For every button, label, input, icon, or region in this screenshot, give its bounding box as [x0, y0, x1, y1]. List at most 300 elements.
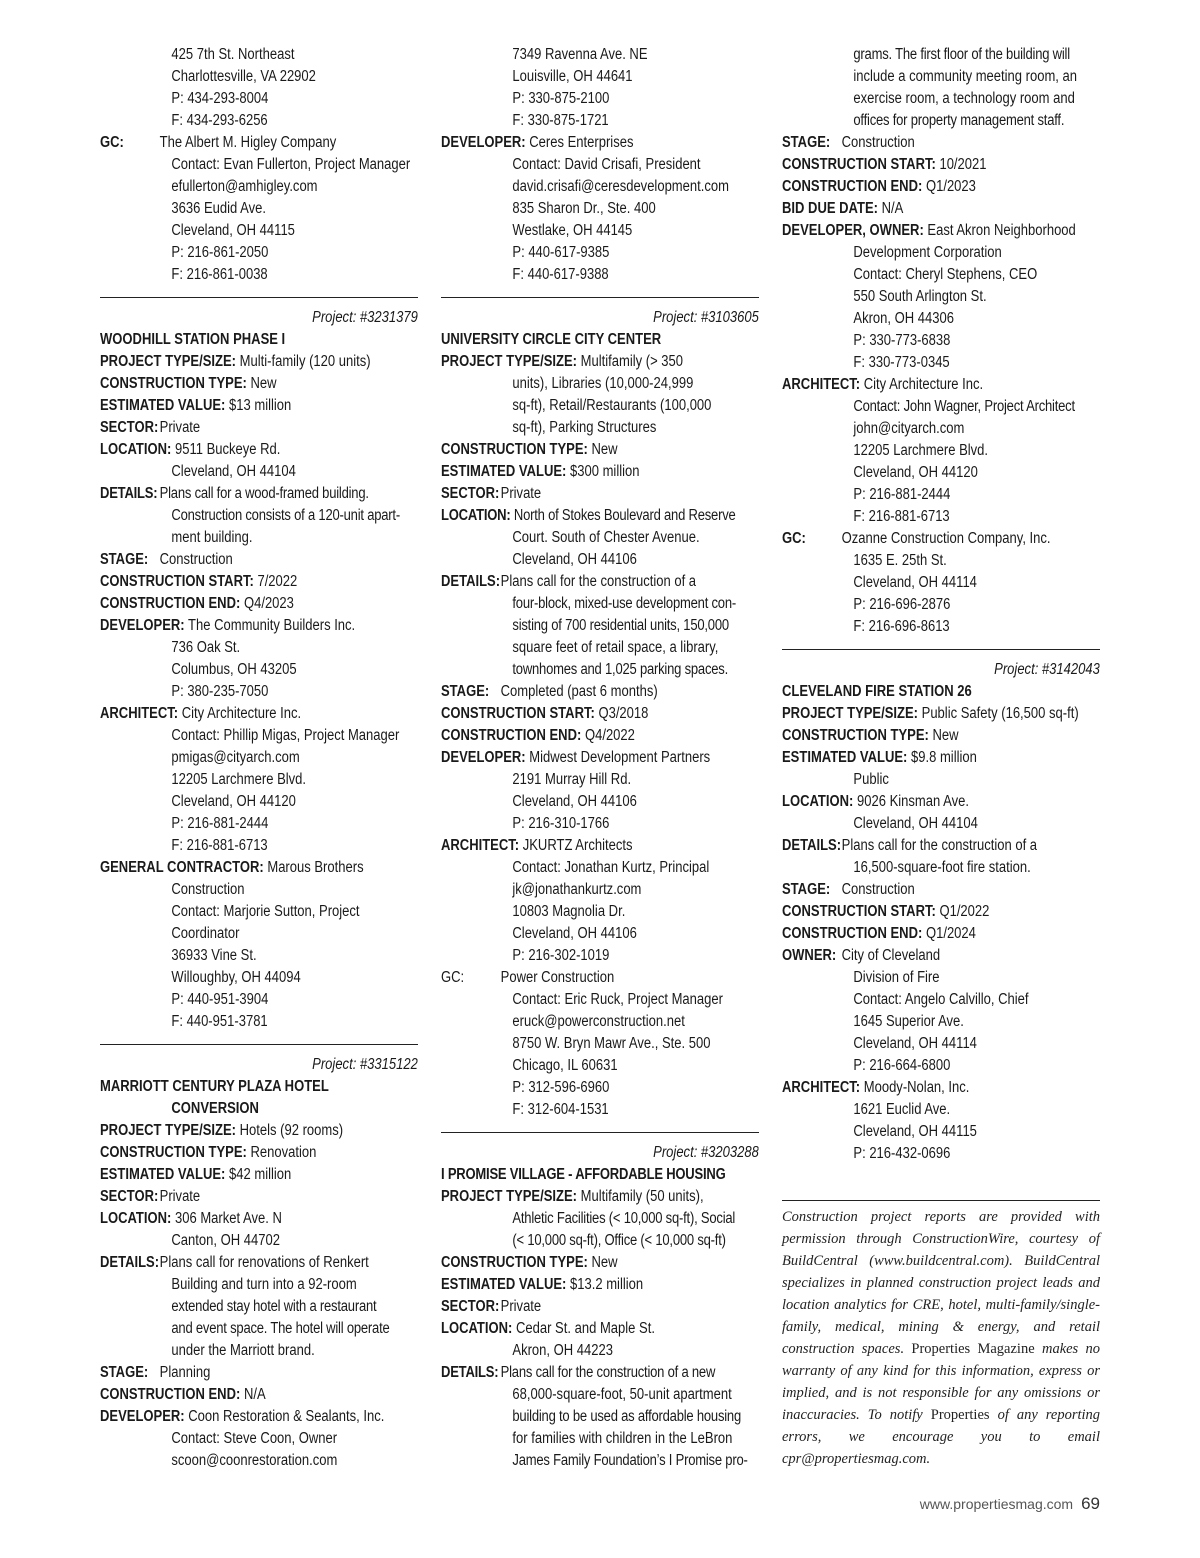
field-label: PROJECT TYPE/SIZE: — [441, 353, 578, 370]
sector-row — [441, 1296, 759, 1318]
column-3 — [782, 44, 1100, 1165]
phone: P: 216-664-6800 — [853, 1057, 951, 1074]
field-label: SECTOR: — [100, 1188, 159, 1205]
field-label: PROJECT TYPE/SIZE: — [782, 705, 919, 722]
bid-due-date-row — [782, 198, 1100, 220]
field-label: CONSTRUCTION END: — [100, 1386, 241, 1403]
details-text: Plans call for the construction of a new — [500, 1364, 716, 1381]
phone: P: 440-617-9385 — [512, 244, 610, 261]
field-label: CONSTRUCTION TYPE: — [100, 1144, 247, 1161]
field-label: DETAILS: — [100, 1254, 160, 1271]
construction-start-row — [100, 571, 418, 593]
construction-type-row — [100, 1142, 418, 1164]
field-value: East Akron Neighborhood — [927, 222, 1076, 239]
address-line: Akron, OH 44306 — [853, 310, 955, 327]
field-value: Private — [159, 1188, 201, 1205]
field-value: $300 million — [570, 463, 640, 480]
location-row — [782, 791, 1100, 813]
divider — [441, 1132, 759, 1133]
construction-type-row — [782, 725, 1100, 747]
field-value: Q1/2022 — [939, 903, 990, 920]
details-row — [100, 1252, 418, 1274]
field-value: 9511 Buckeye Rd. — [174, 441, 281, 458]
project-title: WOODHILL STATION PHASE I — [100, 331, 286, 348]
details-text: ment building. — [171, 529, 253, 546]
details-row — [782, 835, 1100, 857]
field-label: CONSTRUCTION TYPE: — [782, 727, 929, 744]
email: pmigas@cityarch.com — [171, 749, 300, 766]
details-text: under the Marriott brand. — [171, 1342, 315, 1359]
field-label: LOCATION: — [100, 1210, 172, 1227]
developer-owner-row — [782, 220, 1100, 242]
stage-row — [100, 1362, 418, 1384]
field-label: STAGE: — [100, 1364, 149, 1381]
location-row — [100, 439, 418, 461]
field-label: STAGE: — [441, 683, 490, 700]
details-text: Plans call for the construction of a — [500, 573, 697, 590]
gc-row — [100, 132, 418, 154]
disclaimer-part: Construction project reports are provided with permission through ConstructionWire, courtesy of BuildCentral (www.buildcentral.com). BuildCentral specializes in planned construction project leads and location analytics for CRE, hotel, multi-family/single-family, medical, mining & energy, and retail construction spaces. — [782, 1209, 1100, 1357]
field-label: OWNER: — [782, 947, 837, 964]
phone: P: 380-235-7050 — [171, 683, 269, 700]
address-line: Canton, OH 44702 — [171, 1232, 280, 1249]
field-value: 10/2021 — [939, 156, 987, 173]
field-label: PROJECT TYPE/SIZE: — [100, 1122, 237, 1139]
details-text: and event space. The hotel will operate — [171, 1320, 390, 1337]
gc-row — [782, 528, 1100, 550]
address-line: Cleveland, OH 44115 — [171, 222, 295, 239]
construction-end-row — [441, 725, 759, 747]
details-row — [441, 1362, 759, 1384]
address-line: Charlottesville, VA 22902 — [171, 68, 316, 85]
project-number: Project: #3315122 — [312, 1056, 418, 1073]
project-type-row — [100, 351, 418, 373]
address-line: 12205 Larchmere Blvd. — [171, 771, 307, 788]
fax: F: 330-773-0345 — [853, 354, 950, 371]
construction-start-row — [782, 901, 1100, 923]
address-line: Cleveland, OH 44106 — [512, 551, 637, 568]
field-value: units), Libraries (10,000-24,999 — [512, 375, 694, 392]
fax: F: 434-293-6256 — [171, 112, 268, 129]
field-value: N/A — [881, 200, 904, 217]
sector-row — [441, 483, 759, 505]
phone: P: 434-293-8004 — [171, 90, 269, 107]
field-value: Marous Brothers — [267, 859, 364, 876]
details-text: Building and turn into a 92-room — [171, 1276, 357, 1293]
field-label: ARCHITECT: — [441, 837, 520, 854]
architect-row — [100, 703, 418, 725]
field-label: CONSTRUCTION END: — [441, 727, 582, 744]
contact: Contact: Phillip Migas, Project Manager — [171, 727, 400, 744]
address-line: Columbus, OH 43205 — [171, 661, 297, 678]
divider — [100, 297, 418, 298]
construction-end-row — [100, 593, 418, 615]
email: scoon@coonrestoration.com — [171, 1452, 338, 1469]
email: jk@jonathankurtz.com — [512, 881, 642, 898]
divider — [100, 1044, 418, 1045]
field-label: STAGE: — [100, 551, 149, 568]
field-value: Construction — [841, 881, 915, 898]
field-value: Q1/2023 — [925, 178, 976, 195]
details-text: for families with children in the LeBron — [512, 1430, 733, 1447]
field-label: ESTIMATED VALUE: — [782, 749, 908, 766]
field-value: New — [591, 441, 618, 458]
field-label: DEVELOPER: — [441, 749, 526, 766]
field-value: City Architecture Inc. — [863, 376, 984, 393]
phone: P: 216-302-1019 — [512, 947, 610, 964]
construction-type-row — [100, 373, 418, 395]
contact: Contact: David Crisafi, President — [512, 156, 701, 173]
address-line: Willoughby, OH 44094 — [171, 969, 301, 986]
field-label: GC: — [441, 969, 465, 986]
company-line: Division of Fire — [853, 969, 940, 986]
field-label: STAGE: — [782, 881, 831, 898]
contact: Contact: Evan Fullerton, Project Manager — [171, 156, 411, 173]
field-value: New — [250, 375, 277, 392]
address-line: Louisville, OH 44641 — [512, 68, 633, 85]
developer-row — [441, 747, 759, 769]
project-type-row — [441, 1186, 759, 1208]
contact: Contact: Marjorie Sutton, Project — [171, 903, 360, 920]
field-value: Private — [500, 485, 542, 502]
field-label: LOCATION: — [782, 793, 854, 810]
field-label: DETAILS: — [441, 573, 501, 590]
magazine-name: Properties Magazine — [911, 1341, 1035, 1357]
email: efullerton@amhigley.com — [171, 178, 318, 195]
details-text: grams. The first floor of the building will — [853, 46, 1070, 63]
field-label: ESTIMATED VALUE: — [100, 1166, 226, 1183]
field-label: CONSTRUCTION START: — [100, 573, 254, 590]
phone: P: 216-861-2050 — [171, 244, 269, 261]
phone: P: 216-432-0696 — [853, 1145, 951, 1162]
address-line: Cleveland, OH 44114 — [853, 1035, 977, 1052]
field-value: (< 10,000 sq-ft), Office (< 10,000 sq-ft) — [512, 1232, 726, 1249]
field-value: New — [932, 727, 959, 744]
email: david.crisafi@ceresdevelopment.com — [512, 178, 729, 195]
gc-name: The Albert M. Higley Company — [159, 134, 337, 151]
field-label: STAGE: — [782, 134, 831, 151]
field-label: ESTIMATED VALUE: — [441, 463, 567, 480]
address-line: Cleveland, OH 44106 — [512, 925, 637, 942]
field-label: DETAILS: — [441, 1364, 499, 1381]
field-label: CONSTRUCTION END: — [100, 595, 241, 612]
address-line: Cleveland, OH 44115 — [853, 1123, 977, 1140]
fax: F: 330-875-1721 — [512, 112, 609, 129]
fax: F: 312-604-1531 — [512, 1101, 609, 1118]
fax: F: 216-881-6713 — [853, 508, 950, 525]
address-line: 550 South Arlington St. — [853, 288, 987, 305]
construction-type-row — [441, 439, 759, 461]
construction-end-row — [782, 923, 1100, 945]
field-label: CONSTRUCTION TYPE: — [441, 441, 588, 458]
field-value: $42 million — [229, 1166, 292, 1183]
field-label: CONSTRUCTION END: — [782, 178, 923, 195]
field-label: SECTOR: — [441, 485, 500, 502]
fax: F: 440-617-9388 — [512, 266, 609, 283]
field-value: 7/2022 — [257, 573, 298, 590]
field-value: Planning — [159, 1364, 211, 1381]
field-label: DEVELOPER: — [100, 617, 185, 634]
address-line: Chicago, IL 60631 — [512, 1057, 618, 1074]
field-label: CONSTRUCTION START: — [782, 903, 936, 920]
field-value: JKURTZ Architects — [522, 837, 633, 854]
sector-value: Public — [853, 771, 889, 788]
estimated-value-row — [100, 1164, 418, 1186]
company-line: Development Corporation — [853, 244, 1002, 261]
estimated-value-row — [782, 747, 1100, 769]
field-value: The Community Builders Inc. — [188, 617, 356, 634]
phone: P: 216-310-1766 — [512, 815, 610, 832]
disclaimer-text — [782, 1206, 1100, 1470]
stage-row — [100, 549, 418, 571]
field-label: PROJECT TYPE/SIZE: — [100, 353, 237, 370]
column-1 — [100, 44, 418, 1472]
details-text: offices for property management staff. — [853, 112, 1065, 129]
address-line: 10803 Magnolia Dr. — [512, 903, 626, 920]
phone: P: 330-773-6838 — [853, 332, 951, 349]
architect-row — [441, 835, 759, 857]
project-title: MARRIOTT CENTURY PLAZA HOTEL — [100, 1078, 329, 1095]
website-url[interactable]: www.propertiesmag.com — [919, 1496, 1074, 1512]
field-value: $9.8 million — [911, 749, 977, 766]
address-line: Westlake, OH 44145 — [512, 222, 633, 239]
address-line: Akron, OH 44223 — [512, 1342, 614, 1359]
field-label: CONSTRUCTION START: — [782, 156, 936, 173]
phone: P: 440-951-3904 — [171, 991, 269, 1008]
address-line: 12205 Larchmere Blvd. — [853, 442, 989, 459]
divider — [441, 297, 759, 298]
field-value: Ceres Enterprises — [529, 134, 634, 151]
project-title: I PROMISE VILLAGE - AFFORDABLE HOUSING — [441, 1166, 726, 1183]
stage-row — [782, 132, 1100, 154]
details-text: 68,000-square-foot, 50-unit apartment — [512, 1386, 732, 1403]
field-value: Power Construction — [500, 969, 615, 986]
field-value: Private — [500, 1298, 542, 1315]
disclaimer-part: of any reporting errors, we encourage you to email cpr@propertiesmag.com. — [782, 1407, 1101, 1467]
details-text: extended stay hotel with a restaurant — [171, 1298, 377, 1315]
field-value: City Architecture Inc. — [181, 705, 302, 722]
phone: P: 330-875-2100 — [512, 90, 610, 107]
project-number: Project: #3142043 — [994, 661, 1100, 678]
construction-end-row — [782, 176, 1100, 198]
address-line: Cleveland, OH 44120 — [853, 464, 978, 481]
field-label: CONSTRUCTION TYPE: — [441, 1254, 588, 1271]
estimated-value-row — [441, 461, 759, 483]
address-line: Cleveland, OH 44104 — [171, 463, 296, 480]
address-line: 425 7th St. Northeast — [171, 46, 295, 63]
details-row — [441, 571, 759, 593]
address-line: 736 Oak St. — [171, 639, 241, 656]
architect-row — [782, 1077, 1100, 1099]
estimated-value-row — [441, 1274, 759, 1296]
details-row — [100, 483, 418, 505]
field-value: North of Stokes Boulevard and Reserve — [513, 507, 736, 524]
address-line: 7349 Ravenna Ave. NE — [512, 46, 648, 63]
contact: Contact: John Wagner, Project Architect — [853, 398, 1075, 415]
field-value: 9026 Kinsman Ave. — [856, 793, 969, 810]
contact: Contact: Angelo Calvillo, Chief — [853, 991, 1029, 1008]
field-label: BID DUE DATE: — [782, 200, 878, 217]
field-label: DETAILS: — [100, 485, 158, 502]
field-label: GC: — [782, 530, 806, 547]
address-line: Cleveland, OH 44120 — [171, 793, 296, 810]
field-value: Athletic Facilities (< 10,000 sq-ft), Social — [512, 1210, 736, 1227]
field-label: DETAILS: — [782, 837, 842, 854]
disclaimer-part: makes no warranty of any kind for this information, express or implied, and is not responsible for any omissions or inaccuracies. To notify — [782, 1341, 1101, 1423]
project-title: CONVERSION — [171, 1100, 259, 1117]
address-line: 1635 E. 25th St. — [853, 552, 947, 569]
construction-start-row — [441, 703, 759, 725]
phone: P: 216-881-2444 — [853, 486, 951, 503]
page-footer — [920, 1494, 1100, 1514]
field-value: Hotels (92 rooms) — [239, 1122, 344, 1139]
project-title: CLEVELAND FIRE STATION 26 — [782, 683, 972, 700]
address-line: 2191 Murray Hill Rd. — [512, 771, 632, 788]
developer-row — [100, 1406, 418, 1428]
stage-row — [441, 681, 759, 703]
field-value: Coon Restoration & Sealants, Inc. — [188, 1408, 385, 1425]
field-value: N/A — [243, 1386, 266, 1403]
field-label: ARCHITECT: — [782, 1079, 861, 1096]
construction-type-row — [441, 1252, 759, 1274]
field-value: sq-ft), Parking Structures — [512, 419, 657, 436]
sector-row — [100, 417, 418, 439]
phone: P: 312-596-6960 — [512, 1079, 610, 1096]
field-label: DEVELOPER, OWNER: — [782, 222, 924, 239]
details-text: Plans call for the construction of a — [841, 837, 1038, 854]
field-value: Cedar St. and Maple St. — [515, 1320, 655, 1337]
field-value: New — [591, 1254, 618, 1271]
details-text: building to be used as affordable housing — [512, 1408, 741, 1425]
field-label: LOCATION: — [441, 507, 511, 524]
project-type-row — [782, 703, 1100, 725]
column-2 — [441, 44, 759, 1472]
field-label: SECTOR: — [441, 1298, 500, 1315]
field-value: 306 Market Ave. N — [174, 1210, 282, 1227]
field-value: Q1/2024 — [925, 925, 976, 942]
contact: Contact: Eric Ruck, Project Manager — [512, 991, 723, 1008]
details-text: sisting of 700 residential units, 150,000 — [512, 617, 729, 634]
contact: Contact: Steve Coon, Owner — [171, 1430, 338, 1447]
details-text: Construction consists of a 120-unit apart- — [171, 507, 400, 524]
field-value: $13.2 million — [570, 1276, 644, 1293]
fax: F: 216-696-8613 — [853, 618, 950, 635]
address-line: 36933 Vine St. — [171, 947, 257, 964]
project-title: UNIVERSITY CIRCLE CITY CENTER — [441, 331, 662, 348]
location-row — [100, 1208, 418, 1230]
field-value: Multi-family (120 units) — [239, 353, 371, 370]
email: eruck@powerconstruction.net — [512, 1013, 685, 1030]
gc-label: GC: — [100, 134, 124, 151]
field-value: Multifamily (50 units), — [580, 1188, 704, 1205]
page-number: 69 — [1081, 1494, 1100, 1513]
field-value: Private — [159, 419, 201, 436]
fax: F: 216-881-6713 — [171, 837, 268, 854]
field-value: Moody-Nolan, Inc. — [863, 1079, 970, 1096]
magazine-name: Properties — [930, 1407, 990, 1423]
field-label: SECTOR: — [100, 419, 159, 436]
address-line: 1645 Superior Ave. — [853, 1013, 964, 1030]
divider — [782, 649, 1100, 650]
field-label: GENERAL CONTRACTOR: — [100, 859, 264, 876]
field-label: LOCATION: — [441, 1320, 513, 1337]
contact: Coordinator — [171, 925, 240, 942]
details-text: 16,500-square-foot fire station. — [853, 859, 1031, 876]
field-label: DEVELOPER: — [441, 134, 526, 151]
address-line: 835 Sharon Dr., Ste. 400 — [512, 200, 656, 217]
field-value: Multifamily (> 350 — [580, 353, 684, 370]
contact: Contact: Cheryl Stephens, CEO — [853, 266, 1038, 283]
field-value: Q4/2022 — [584, 727, 635, 744]
company-line: Construction — [171, 881, 245, 898]
project-number: Project: #3231379 — [312, 309, 418, 326]
address-line: Court. South of Chester Avenue. — [512, 529, 700, 546]
field-label: ESTIMATED VALUE: — [441, 1276, 567, 1293]
fax: F: 216-861-0038 — [171, 266, 268, 283]
details-text: Plans call for renovations of Renkert — [159, 1254, 369, 1271]
field-value: Public Safety (16,500 sq-ft) — [921, 705, 1079, 722]
address-line: 1621 Euclid Ave. — [853, 1101, 951, 1118]
details-text: square feet of retail space, a library, — [512, 639, 719, 656]
field-value: Ozanne Construction Company, Inc. — [841, 530, 1051, 547]
owner-row — [782, 945, 1100, 967]
location-row — [441, 1318, 759, 1340]
field-label: CONSTRUCTION TYPE: — [100, 375, 247, 392]
address-line: 8750 W. Bryn Mawr Ave., Ste. 500 — [512, 1035, 711, 1052]
location-row — [441, 505, 759, 527]
field-value: $13 million — [229, 397, 292, 414]
gc-row — [441, 967, 759, 989]
field-label: CONSTRUCTION END: — [782, 925, 923, 942]
field-label: CONSTRUCTION START: — [441, 705, 595, 722]
field-label: ESTIMATED VALUE: — [100, 397, 226, 414]
contact: Contact: Jonathan Kurtz, Principal — [512, 859, 710, 876]
developer-row — [441, 132, 759, 154]
address-line: Cleveland, OH 44106 — [512, 793, 637, 810]
phone: P: 216-696-2876 — [853, 596, 951, 613]
stage-row — [782, 879, 1100, 901]
disclaimer-footnote — [782, 1200, 1100, 1470]
fax: F: 440-951-3781 — [171, 1013, 268, 1030]
details-text: include a community meeting room, an — [853, 68, 1078, 85]
field-label: PROJECT TYPE/SIZE: — [441, 1188, 578, 1205]
project-type-row — [441, 351, 759, 373]
field-value: Construction — [159, 551, 233, 568]
phone: P: 216-881-2444 — [171, 815, 269, 832]
field-label: LOCATION: — [100, 441, 172, 458]
details-text: James Family Foundation’s I Promise pro- — [512, 1452, 748, 1469]
field-value: Q4/2023 — [243, 595, 294, 612]
field-value: Q3/2018 — [598, 705, 649, 722]
sector-row — [100, 1186, 418, 1208]
address-line: Cleveland, OH 44104 — [853, 815, 978, 832]
project-number: Project: #3103605 — [653, 309, 759, 326]
construction-end-row — [100, 1384, 418, 1406]
address-line: Cleveland, OH 44114 — [853, 574, 977, 591]
architect-row — [782, 374, 1100, 396]
developer-row — [100, 615, 418, 637]
project-number: Project: #3203288 — [653, 1144, 759, 1161]
address-line: 3636 Eudid Ave. — [171, 200, 267, 217]
field-value: sq-ft), Retail/Restaurants (100,000 — [512, 397, 712, 414]
construction-start-row — [782, 154, 1100, 176]
estimated-value-row — [100, 395, 418, 417]
field-label: ARCHITECT: — [782, 376, 861, 393]
details-text: Plans call for a wood-framed building. — [159, 485, 369, 502]
details-text: exercise room, a technology room and — [853, 90, 1075, 107]
email: john@cityarch.com — [853, 420, 965, 437]
field-value: Midwest Development Partners — [529, 749, 711, 766]
